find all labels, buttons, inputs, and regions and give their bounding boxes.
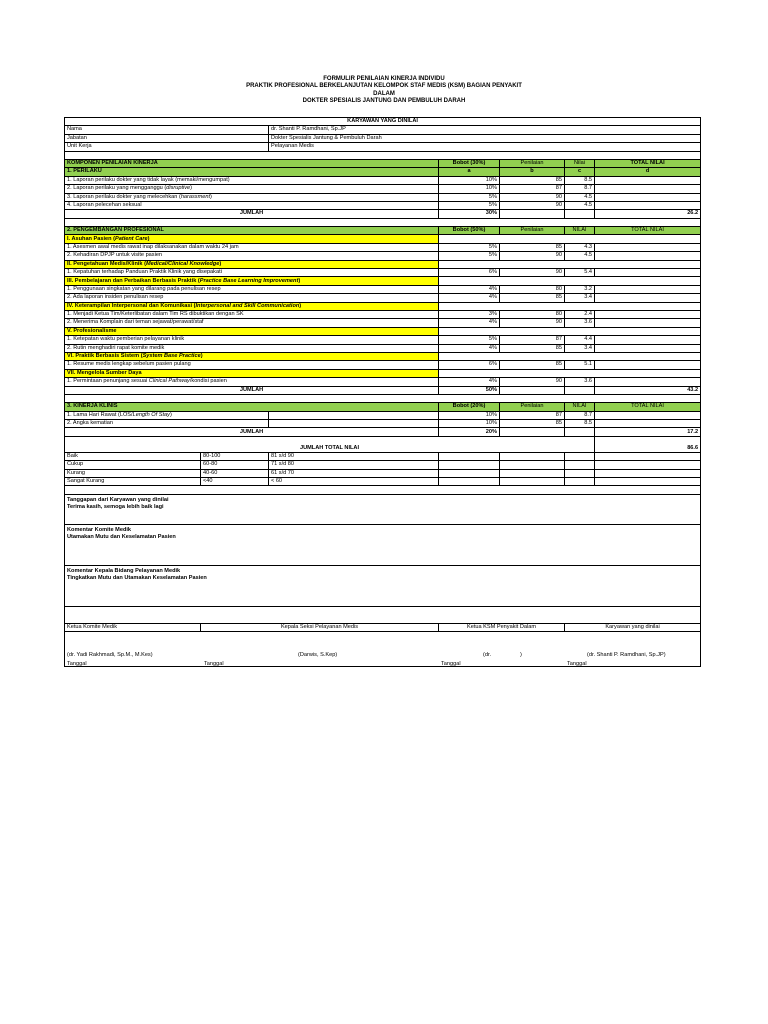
pengembangan-item xyxy=(65,243,439,251)
signature-name: (dr. xyxy=(483,652,492,659)
group-blank xyxy=(439,302,701,310)
pengembangan-item xyxy=(65,294,439,302)
total-nilai-header: TOTAL NILAI xyxy=(595,227,701,235)
competency-group-italic: Medical/Clinical Knowledge xyxy=(145,260,220,267)
group-blank xyxy=(439,327,701,335)
competency-group-text: V. Profesionalisme xyxy=(67,327,117,334)
item-total xyxy=(595,420,701,428)
grade-range: <40 xyxy=(201,478,269,486)
klinis-item-spacer xyxy=(269,420,439,428)
item-penilaian: 90 xyxy=(500,319,565,327)
spacer-row xyxy=(65,394,701,402)
employee-field-label: Jabatan xyxy=(65,134,269,142)
spacer-row xyxy=(65,486,701,494)
item-penilaian: 90 xyxy=(500,378,565,386)
pengembangan-item xyxy=(65,319,439,327)
form-header xyxy=(0,76,768,106)
competency-group-title xyxy=(65,352,439,360)
penilaian-header: Penilaian xyxy=(500,227,565,235)
item-bobot: 6% xyxy=(439,269,500,277)
item-bobot: 10% xyxy=(439,185,500,193)
klinis-item xyxy=(65,420,269,428)
item-total xyxy=(595,193,701,201)
item-penilaian: 85 xyxy=(500,361,565,369)
perilaku-item-italic: disruptive xyxy=(166,185,191,192)
item-penilaian: 90 xyxy=(500,269,565,277)
pengembangan-item xyxy=(65,252,439,260)
competency-group-suffix: ) xyxy=(299,302,302,309)
item-nilai: 3.4 xyxy=(565,344,595,352)
grade-blank xyxy=(500,478,565,486)
spacer-row xyxy=(65,218,701,226)
item-penilaian: 87 xyxy=(500,336,565,344)
klinis-item-spacer xyxy=(269,411,439,419)
pengembangan-item-text: 1. Kepatuhan terhadap Panduan Praktik Klinik yang disepakati xyxy=(67,269,222,276)
competency-group-text: VII. Mengelola Sumber Daya xyxy=(67,369,142,376)
jumlah-nilai xyxy=(565,210,595,218)
competency-group-title xyxy=(65,302,439,310)
jumlah-nilai xyxy=(565,428,595,436)
perilaku-item-text: 4. Laporan pelecehan seksual xyxy=(67,202,142,208)
penilaian-header: Penilaian xyxy=(500,403,565,411)
item-penilaian: 90 xyxy=(500,193,565,201)
item-bobot: 3% xyxy=(439,310,500,318)
nilai-header: NILAI xyxy=(565,227,595,235)
pengembangan-item-text: 2. Kehadiran DPJP untuk visite pasien xyxy=(67,252,163,259)
competency-group-title xyxy=(65,235,439,243)
grade-blank xyxy=(565,469,595,477)
employee-field-value: Dokter Spesialis Jantung & Pembuluh Darah xyxy=(269,134,701,142)
grade-blank xyxy=(595,469,701,477)
comment-text: Utamakan Mutu dan Keselamatan Pasien xyxy=(67,534,176,541)
signature-role: Ketua Komite Medik xyxy=(65,623,201,631)
signature-role: Kepala Seksi Pelayanan Medis xyxy=(201,623,439,631)
item-nilai: 2.4 xyxy=(565,310,595,318)
form-subtitle: PRAKTIK PROFESIONAL BERKELANJUTAN KELOMPOK STAF MEDIS (KSM) BAGIAN PENYAKIT xyxy=(246,83,522,90)
pengembangan-item-text: 1. Asesmen awal medis rawat inap dilaksanakan dalam waktu 24 jam xyxy=(67,243,239,250)
item-total xyxy=(595,361,701,369)
bobot-header: Bobot (30%) xyxy=(439,159,500,167)
perilaku-item-italic: harassment xyxy=(180,193,211,200)
employee-field-label: Unit Kerja xyxy=(65,143,269,151)
klinis-item xyxy=(65,411,269,419)
pengembangan-item-italic: Clinical Pathway xyxy=(148,378,190,385)
item-total xyxy=(595,319,701,327)
comment-box xyxy=(65,494,701,524)
comment-box xyxy=(65,565,701,606)
competency-group-text: VI. Praktik Berbasis Sistem ( xyxy=(67,353,143,360)
pengembangan-item-text: 1. Menjadi Ketua Tim/Keterlibatan dalam Tim RS dibuktikan dengan SK xyxy=(67,311,244,318)
competency-group-title xyxy=(65,260,439,268)
perilaku-item xyxy=(65,185,439,193)
item-penilaian: 85 xyxy=(500,294,565,302)
signature-name: (Darwis, S.Kep) xyxy=(298,652,338,659)
bobot-header: Bobot (50%) xyxy=(439,227,500,235)
jumlah-penilaian xyxy=(500,210,565,218)
grade-range: 40-60 xyxy=(201,469,269,477)
competency-group-title xyxy=(65,327,439,335)
competency-group-suffix: ) xyxy=(147,235,150,242)
perilaku-title: 1. PERILAKU xyxy=(65,168,439,176)
item-bobot: 5% xyxy=(439,336,500,344)
pengembangan-item xyxy=(65,378,439,386)
competency-group-italic: Interpersonal and Skill Communication xyxy=(195,302,300,309)
spacer-row xyxy=(65,606,701,623)
group-blank xyxy=(439,260,701,268)
competency-group-title xyxy=(65,277,439,285)
item-nilai: 3.6 xyxy=(565,319,595,327)
pengembangan-item xyxy=(65,336,439,344)
item-nilai: 4.5 xyxy=(565,201,595,209)
jumlah-label: JUMLAH xyxy=(65,386,439,394)
pengembangan-title: 2. PENGEMBANGAN PROFESIONAL xyxy=(65,227,439,235)
signature-area xyxy=(65,632,701,667)
item-bobot: 4% xyxy=(439,285,500,293)
item-bobot: 6% xyxy=(439,361,500,369)
grade-label: Baik xyxy=(65,452,201,460)
item-penilaian: 85 xyxy=(500,176,565,184)
competency-group-italic: Patient Care xyxy=(114,235,148,242)
nilai-header: NILAI xyxy=(565,403,595,411)
item-nilai: 5.1 xyxy=(565,361,595,369)
item-bobot: 5% xyxy=(439,252,500,260)
item-nilai: 8.7 xyxy=(565,411,595,419)
grade-blank xyxy=(439,452,500,460)
item-total xyxy=(595,294,701,302)
comment-text: Terima kasih, semoga lebih baik lagi xyxy=(67,504,164,511)
item-total xyxy=(595,185,701,193)
competency-group-suffix: ) xyxy=(219,260,222,267)
employee-field-label: Nama xyxy=(65,126,269,134)
competency-group-italic: Practice Base Learning Improvement xyxy=(199,277,299,284)
grade-label: Sangat Kurang xyxy=(65,478,201,486)
klinis-item-text: 1. Lama Hari Rawat (LOS/ xyxy=(67,411,133,418)
item-total xyxy=(595,378,701,386)
pengembangan-item xyxy=(65,344,439,352)
jumlah-total: 26.2 xyxy=(595,210,701,218)
form-subtitle-2: DALAM xyxy=(373,90,395,97)
item-bobot: 4% xyxy=(439,319,500,327)
item-total xyxy=(595,411,701,419)
competency-group-text: IV. Keterampilan Interpersonal dan Komunikasi ( xyxy=(67,302,196,309)
komponen-title: KOMPONEN PENILAIAN KINERJA xyxy=(65,159,439,167)
penilaian-header: Penilaian xyxy=(500,159,565,167)
grade-blank xyxy=(500,461,565,469)
grade-blank xyxy=(439,461,500,469)
item-bobot: 10% xyxy=(439,420,500,428)
comment-title: Komentar Kepala Bidang Pelayanan Medik xyxy=(67,567,181,574)
klinis-title: 3. KINERJA KLINIS xyxy=(65,403,439,411)
jumlah-penilaian xyxy=(500,386,565,394)
grade-range-2: 61 s/d 70 xyxy=(269,469,439,477)
item-bobot: 10% xyxy=(439,411,500,419)
grade-blank xyxy=(595,478,701,486)
grade-blank xyxy=(565,452,595,460)
total-nilai-header: TOTAL NILAI xyxy=(595,159,701,167)
item-nilai: 5.4 xyxy=(565,269,595,277)
item-bobot: 5% xyxy=(439,243,500,251)
item-nilai: 8.5 xyxy=(565,176,595,184)
jumlah-label: JUMLAH xyxy=(65,428,439,436)
signature-date-label: Tanggal xyxy=(204,661,224,667)
klinis-item-suffix: ) xyxy=(169,411,172,418)
perilaku-item xyxy=(65,201,439,209)
signature-role: Ketua KSM Penyakit Dalam xyxy=(439,623,565,631)
form-specialty: DOKTER SPESIALIS JANTUNG DAN PEMBULUH DARAH xyxy=(302,98,466,105)
grade-blank xyxy=(565,478,595,486)
competency-group-text: II. Pengetahuan Medis/Klinik ( xyxy=(67,260,146,267)
employee-field-value: Pelayanan Medis xyxy=(269,143,701,151)
group-blank xyxy=(439,277,701,285)
item-total xyxy=(595,285,701,293)
item-total xyxy=(595,344,701,352)
group-blank xyxy=(439,369,701,377)
competency-group-italic: System Base Practice xyxy=(142,353,201,360)
item-nilai: 4.5 xyxy=(565,252,595,260)
competency-group-suffix: ) xyxy=(200,353,203,360)
competency-group-title xyxy=(65,369,439,377)
grade-blank xyxy=(500,469,565,477)
grade-blank xyxy=(500,452,565,460)
jumlah-label: JUMLAH xyxy=(65,210,439,218)
form-title: FORMULIR PENILAIAN KINERJA INDIVIDU xyxy=(323,76,445,82)
item-bobot: 4% xyxy=(439,294,500,302)
group-blank xyxy=(439,235,701,243)
signature-date-label: Tanggal xyxy=(567,661,587,667)
jumlah-total: 17.2 xyxy=(595,428,701,436)
signature-name: (dr. Yadi Rakhmadi, Sp.M., M.Kes) xyxy=(67,652,153,659)
grand-total-label: JUMLAH TOTAL NILAI xyxy=(65,436,595,452)
klinis-item-italic: Length Of Stay xyxy=(132,411,170,418)
item-bobot: 10% xyxy=(439,176,500,184)
item-nilai: 3.4 xyxy=(565,294,595,302)
perilaku-item xyxy=(65,176,439,184)
item-nilai: 4.4 xyxy=(565,336,595,344)
competency-group-suffix: ) xyxy=(298,277,301,284)
col-d: d xyxy=(595,168,701,176)
pengembangan-item xyxy=(65,285,439,293)
signature-role: Karyawan yang dinilai xyxy=(565,623,701,631)
jumlah-bobot: 30% xyxy=(439,210,500,218)
perilaku-item-text: 2. Laporan perilaku yang mengganggu ( xyxy=(67,185,167,192)
pengembangan-item-text: 1. Ketepatan waktu pemberian pelayanan klinik xyxy=(67,336,185,343)
pengembangan-item-text: 2. Ada laporan insiden penulisan resep xyxy=(67,294,164,301)
item-total xyxy=(595,243,701,251)
pengembangan-item-text: 1. Resume medis lengkap sebelum pasien pulang xyxy=(67,361,191,368)
item-nilai: 3.6 xyxy=(565,378,595,386)
pengembangan-item xyxy=(65,310,439,318)
pengembangan-item-text: 1. Penggunaan singkatan yang dilarang pada penulisan resep xyxy=(67,285,221,292)
grade-range: 80-100 xyxy=(201,452,269,460)
assessment-sheet xyxy=(64,117,701,667)
signature-name: (dr. Shanti P. Ramdhani, Sp.JP) xyxy=(587,652,666,659)
item-total xyxy=(595,336,701,344)
jumlah-bobot: 50% xyxy=(439,386,500,394)
grade-range-2: 81 s/d 90 xyxy=(269,452,439,460)
grade-blank xyxy=(439,469,500,477)
item-nilai: 8.5 xyxy=(565,420,595,428)
item-total xyxy=(595,310,701,318)
item-penilaian: 90 xyxy=(500,252,565,260)
comment-box xyxy=(65,524,701,565)
competency-group-text: III. Pembelajaran dan Perbaikan Berbasis Praktik ( xyxy=(67,277,200,284)
item-total xyxy=(595,176,701,184)
item-total xyxy=(595,269,701,277)
grade-range: 60-80 xyxy=(201,461,269,469)
comment-title: Komentar Komite Medik xyxy=(67,526,132,533)
nilai-header: Nilai xyxy=(565,159,595,167)
comment-title: Tanggapan dari Karyawan yang dinilai xyxy=(67,496,169,503)
grade-label: Kurang xyxy=(65,469,201,477)
perilaku-item xyxy=(65,193,439,201)
jumlah-penilaian xyxy=(500,428,565,436)
signature-name: ) xyxy=(520,652,522,659)
item-penilaian: 80 xyxy=(500,310,565,318)
grade-range-2: < 60 xyxy=(269,478,439,486)
col-b: b xyxy=(500,168,565,176)
item-penilaian: 85 xyxy=(500,243,565,251)
pengembangan-item xyxy=(65,361,439,369)
item-nilai: 4.3 xyxy=(565,243,595,251)
signature-date-label: Tanggal xyxy=(67,661,87,667)
bobot-header: Bobot (20%) xyxy=(439,403,500,411)
signature-date-label: Tanggal xyxy=(441,661,461,667)
jumlah-total: 43.2 xyxy=(595,386,701,394)
perilaku-item-suffix: ) xyxy=(210,193,212,200)
perilaku-item-text: 1. Laporan perilaku dokter yang tidak layak (memaki/mengumpat) xyxy=(67,176,230,183)
item-bobot: 4% xyxy=(439,378,500,386)
grade-range-2: 71 s/d 80 xyxy=(269,461,439,469)
item-nilai: 4.5 xyxy=(565,193,595,201)
employee-section-title: KARYAWAN YANG DINILAI xyxy=(65,118,701,126)
grade-blank xyxy=(565,461,595,469)
klinis-item-text: 2. Angka kematian xyxy=(67,420,114,427)
jumlah-bobot: 20% xyxy=(439,428,500,436)
item-total xyxy=(595,201,701,209)
item-penilaian: 87 xyxy=(500,411,565,419)
pengembangan-item-text: 2. Menerima Komplain dari teman sejawat/perawat/staf xyxy=(67,319,204,326)
competency-group-text: I. Asuhan Pasien ( xyxy=(67,235,115,242)
item-bobot: 5% xyxy=(439,201,500,209)
perilaku-item-text: 3. Laporan perilaku dokter yang melecehkan ( xyxy=(67,193,181,200)
item-total xyxy=(595,252,701,260)
col-c: c xyxy=(565,168,595,176)
pengembangan-item-text: 2. Rutin menghadiri rapat komite medik xyxy=(67,344,165,351)
comment-text: Tingkatkan Mutu dan Utamakan Keselamatan Pasien xyxy=(67,575,207,582)
pengembangan-item-suffix: /kondisi pasien xyxy=(189,378,227,385)
item-bobot: 5% xyxy=(439,193,500,201)
grand-total-value: 86.6 xyxy=(595,436,701,452)
item-bobot: 4% xyxy=(439,344,500,352)
item-penilaian: 85 xyxy=(500,420,565,428)
grade-blank xyxy=(439,478,500,486)
total-nilai-header: TOTAL NILAI xyxy=(595,403,701,411)
grade-blank xyxy=(595,461,701,469)
grade-label: Cukup xyxy=(65,461,201,469)
jumlah-nilai xyxy=(565,386,595,394)
grade-blank xyxy=(595,452,701,460)
item-nilai: 3.2 xyxy=(565,285,595,293)
item-penilaian: 90 xyxy=(500,201,565,209)
employee-field-value: dr. Shanti P. Ramdhani, Sp.JP xyxy=(269,126,701,134)
perilaku-item-suffix: ) xyxy=(190,185,193,192)
spacer-row xyxy=(65,151,701,159)
item-nilai: 8.7 xyxy=(565,185,595,193)
item-penilaian: 80 xyxy=(500,285,565,293)
col-a: a xyxy=(439,168,500,176)
item-penilaian: 85 xyxy=(500,344,565,352)
pengembangan-item-text: 1. Permintaan penunjang sesuai xyxy=(67,378,149,385)
item-penilaian: 87 xyxy=(500,185,565,193)
group-blank xyxy=(439,352,701,360)
pengembangan-item xyxy=(65,269,439,277)
